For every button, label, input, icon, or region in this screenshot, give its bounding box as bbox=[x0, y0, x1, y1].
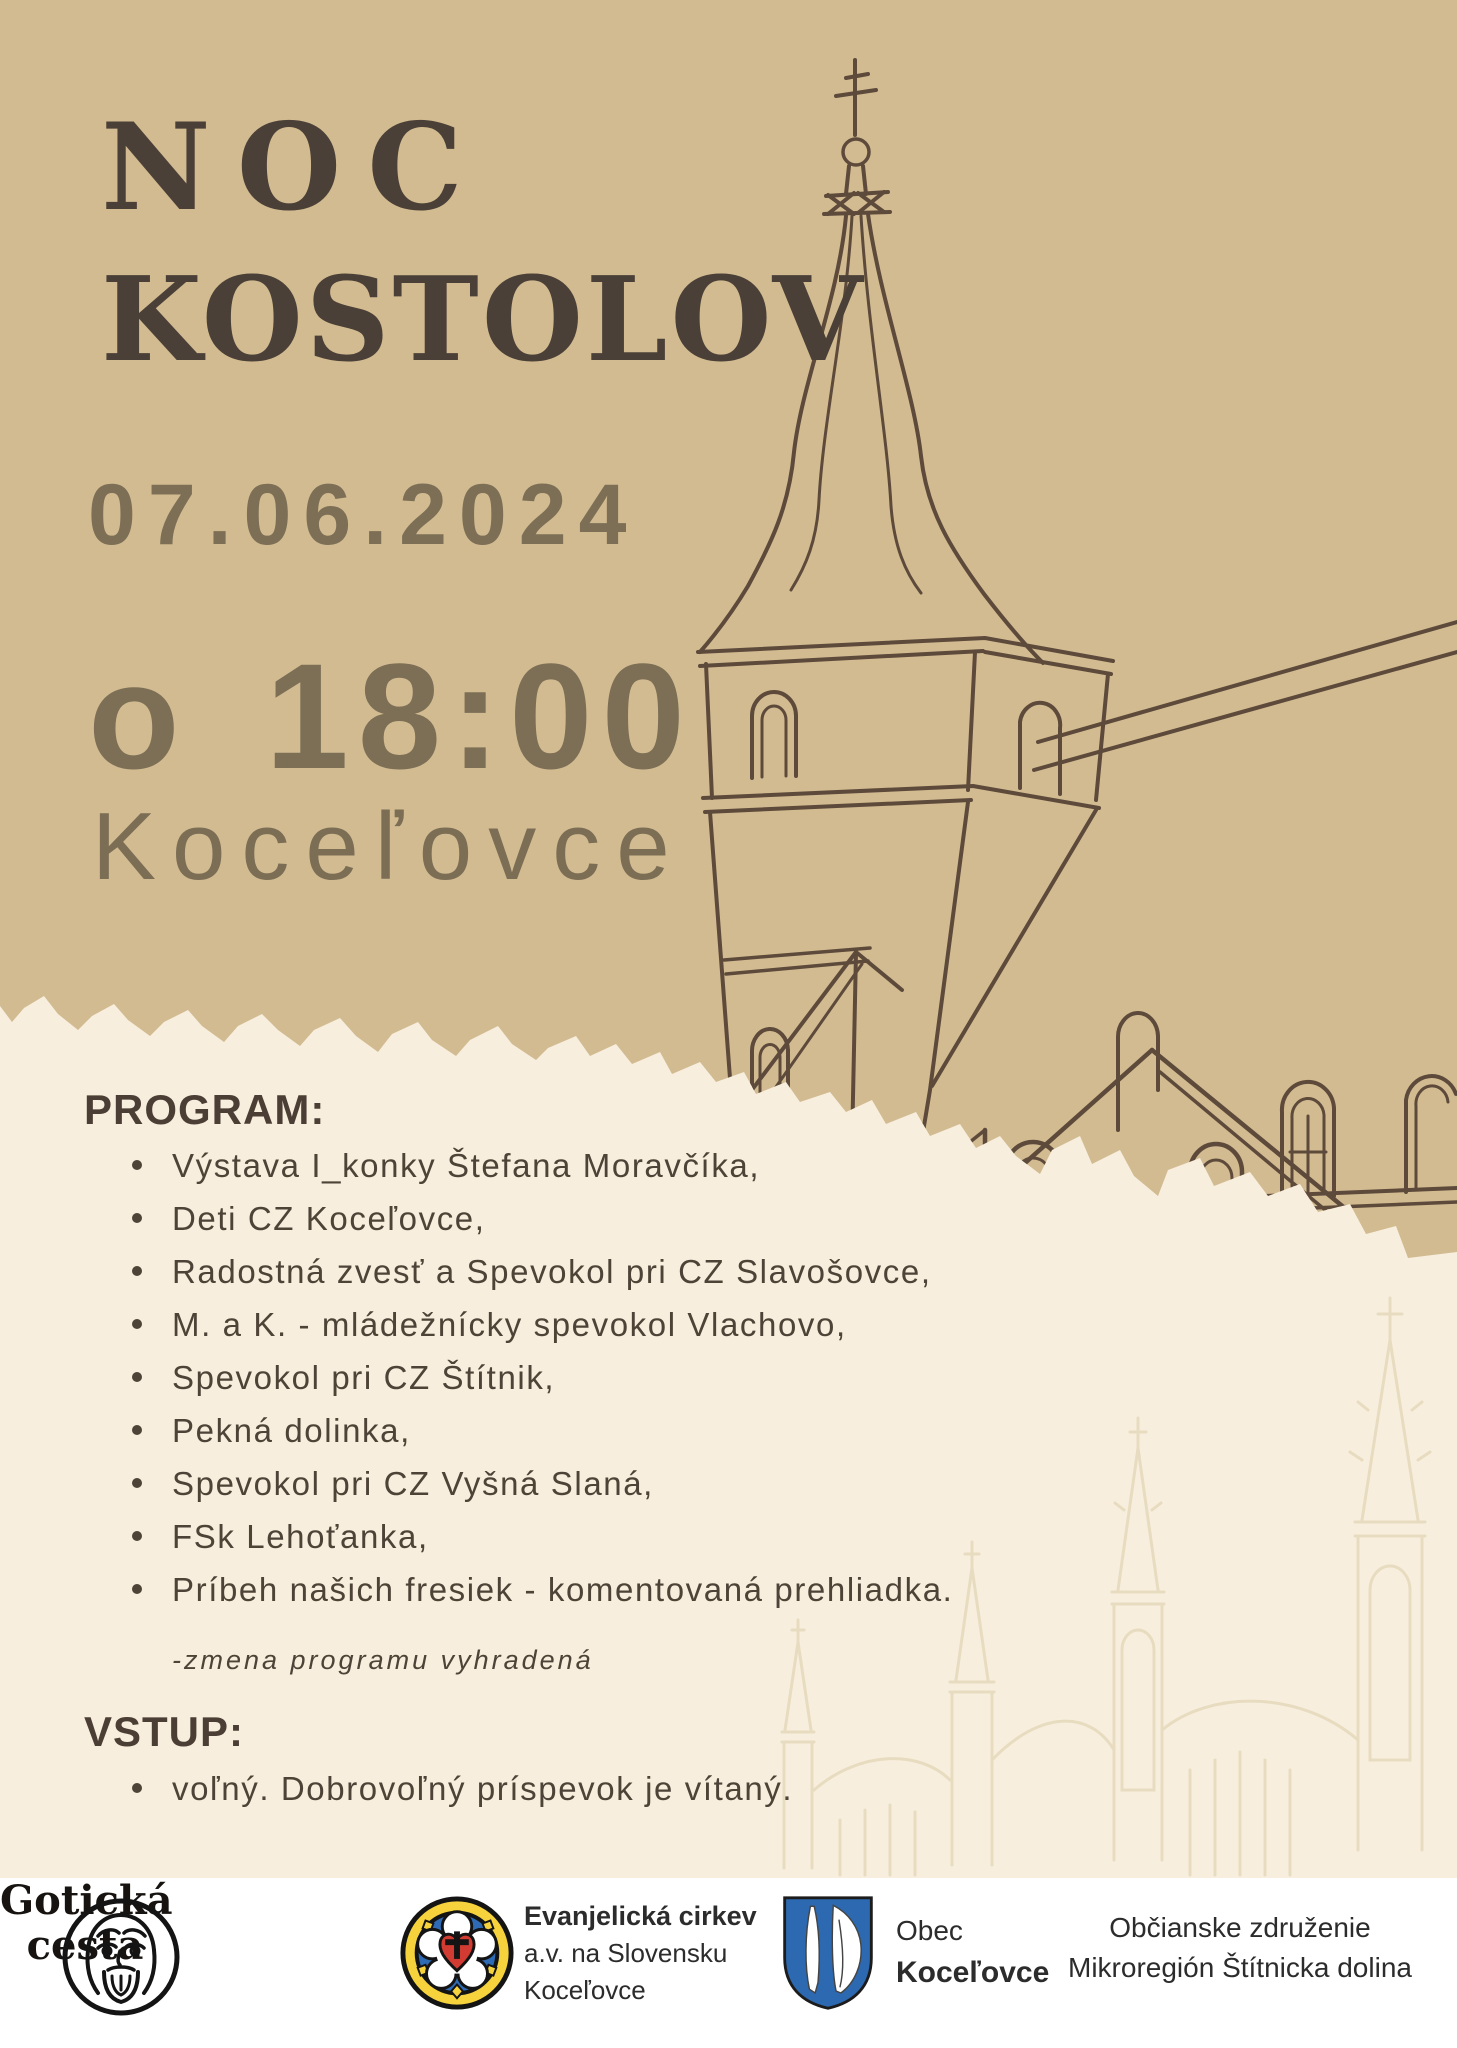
list-item-text: Príbeh našich fresiek - komentovaná prehliadka. bbox=[172, 1571, 954, 1608]
list-item-text: Deti CZ Koceľovce, bbox=[172, 1200, 486, 1237]
program-heading: PROGRAM: bbox=[84, 1086, 326, 1133]
event-date: 07.06.2024 bbox=[88, 467, 639, 563]
title-line-2: KOSTOLOV bbox=[101, 252, 866, 388]
list-item-text: Výstava I_konky Štefana Moravčíka, bbox=[172, 1147, 761, 1184]
list-item bbox=[132, 1361, 953, 1394]
gothic-route-line-2: cesta bbox=[26, 1922, 144, 1969]
list-item bbox=[132, 1520, 953, 1553]
list-item-text: Spevokol pri CZ Štítnik, bbox=[172, 1359, 556, 1396]
church-line-3: Koceľovce bbox=[524, 1975, 646, 2005]
bullet-dot bbox=[132, 1266, 142, 1276]
list-item bbox=[132, 1308, 953, 1341]
municipality-line-1: Obec bbox=[896, 1915, 963, 1946]
poster-title bbox=[101, 92, 865, 396]
list-item bbox=[132, 1467, 953, 1500]
church-line-2: a.v. na Slovensku bbox=[524, 1938, 728, 1968]
list-item bbox=[132, 1149, 953, 1182]
event-time: o 18:00 bbox=[88, 632, 694, 800]
church-line-1: Evanjelická cirkev bbox=[524, 1901, 757, 1931]
list-item bbox=[132, 1255, 953, 1288]
association-line-1: Občianske združenie bbox=[1109, 1912, 1371, 1943]
entry-list bbox=[132, 1772, 793, 1825]
bullet-dot bbox=[132, 1584, 142, 1594]
title-line-1: NOC bbox=[101, 97, 489, 238]
bullet-dot bbox=[132, 1478, 142, 1488]
list-item bbox=[132, 1573, 953, 1606]
program-list bbox=[132, 1149, 953, 1626]
gothic-route-face-icon bbox=[58, 1894, 184, 2020]
event-place: Koceľovce bbox=[92, 793, 686, 900]
church-label bbox=[524, 1898, 757, 2009]
list-item-text: Radostná zvesť a Spevokol pri CZ Slavošovce, bbox=[172, 1253, 932, 1290]
gothic-route-line-1: Gotická bbox=[0, 1877, 173, 1924]
list-item-text: FSk Lehoťanka, bbox=[172, 1518, 429, 1555]
association-label bbox=[1058, 1908, 1422, 1988]
luther-rose-icon bbox=[398, 1894, 516, 2012]
bullet-dot bbox=[132, 1783, 142, 1793]
bullet-dot bbox=[132, 1160, 142, 1170]
list-item bbox=[132, 1414, 953, 1447]
association-line-2: Mikroregión Štítnicka dolina bbox=[1068, 1952, 1412, 1983]
municipality-label bbox=[896, 1910, 1049, 1994]
list-item bbox=[132, 1202, 953, 1235]
program-note: -zmena programu vyhradená bbox=[172, 1645, 594, 1675]
list-item bbox=[132, 1772, 793, 1805]
list-item-text: voľný. Dobrovoľný príspevok je vítaný. bbox=[172, 1770, 794, 1807]
bullet-dot bbox=[132, 1425, 142, 1435]
kocelovce-coat-of-arms-icon bbox=[778, 1888, 878, 2018]
entry-heading: VSTUP: bbox=[84, 1708, 245, 1755]
list-item-text: M. a K. - mládežnícky spevokol Vlachovo, bbox=[172, 1306, 847, 1343]
bullet-dot bbox=[132, 1531, 142, 1541]
bullet-dot bbox=[132, 1372, 142, 1382]
bullet-dot bbox=[132, 1213, 142, 1223]
list-item-text: Spevokol pri CZ Vyšná Slaná, bbox=[172, 1465, 654, 1502]
list-item-text: Pekná dolinka, bbox=[172, 1412, 411, 1449]
bullet-dot bbox=[132, 1319, 142, 1329]
footer-partners-bar bbox=[0, 1878, 1457, 2048]
municipality-line-2: Koceľovce bbox=[896, 1956, 1050, 1989]
